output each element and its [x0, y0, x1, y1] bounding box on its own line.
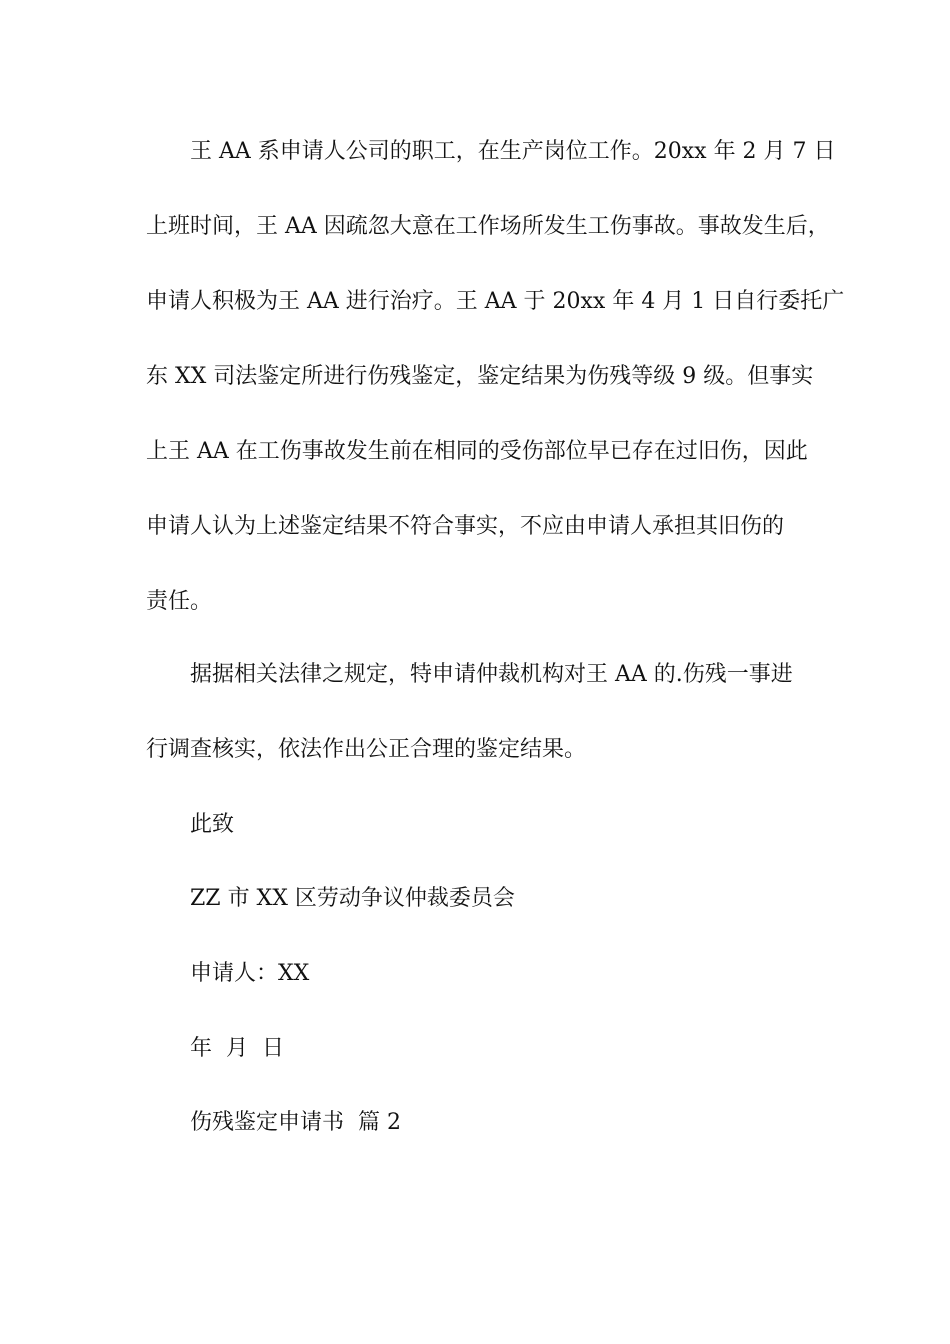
- date-line: 年 月 日: [190, 1036, 284, 1061]
- paragraph-1-line-1: 王 AA 系申请人公司的职工，在生产岗位工作。20xx 年 2 月 7 日: [190, 139, 836, 164]
- applicant: 申请人：XX: [190, 961, 310, 986]
- paragraph-1-line-2: 上班时间，王 AA 因疏忽大意在工作场所发生工伤事故。事故发生后，: [146, 214, 830, 239]
- paragraph-2-line-1: 据据相关法律之规定，特申请仲裁机构对王 AA 的.伤残一事进: [190, 662, 793, 687]
- paragraph-1-line-7: 责任。: [146, 589, 213, 614]
- next-section-title: 伤残鉴定申请书 篇 2: [190, 1110, 401, 1135]
- paragraph-2-line-2: 行调查核实，依法作出公正合理的鉴定结果。: [146, 737, 587, 762]
- recipient: ZZ 市 XX 区劳动争议仲裁委员会: [190, 886, 515, 911]
- salutation: 此致: [190, 812, 235, 837]
- paragraph-1-line-3: 申请人积极为王 AA 进行治疗。王 AA 于 20xx 年 4 月 1 日自行委托广: [146, 289, 845, 314]
- paragraph-1-line-6: 申请人认为上述鉴定结果不符合事实，不应由申请人承担其旧伤的: [146, 514, 785, 539]
- paragraph-1-line-4: 东 XX 司法鉴定所进行伤残鉴定，鉴定结果为伤残等级 9 级。但事实: [146, 364, 814, 389]
- paragraph-1-line-5: 上王 AA 在工伤事故发生前在相同的受伤部位早已存在过旧伤，因此: [146, 439, 808, 464]
